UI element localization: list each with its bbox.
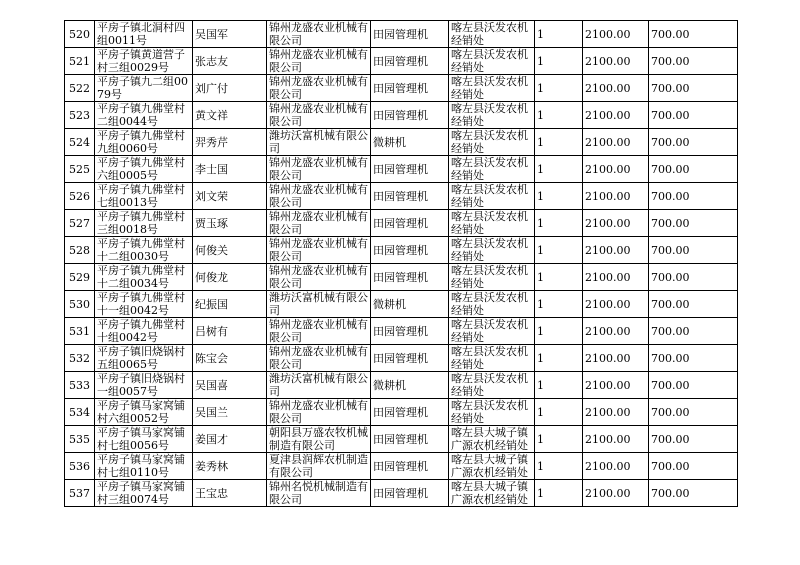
table-row	[65, 345, 738, 372]
table-row	[65, 156, 738, 183]
dealer-cell: 喀左县沃发农机经销处	[449, 264, 535, 291]
table-row	[65, 318, 738, 345]
price-cell: 2100.00	[583, 372, 649, 399]
name-cell: 纪振国	[193, 291, 267, 318]
machine-type-cell: 田园管理机	[371, 426, 449, 453]
dealer-cell: 喀左县沃发农机经销处	[449, 48, 535, 75]
machine-type-cell: 田园管理机	[371, 48, 449, 75]
quantity-cell: 1	[535, 75, 583, 102]
row-number-cell: 524	[65, 129, 95, 156]
price-cell: 2100.00	[583, 21, 649, 48]
manufacturer-cell: 锦州龙盛农业机械有限公司	[267, 75, 371, 102]
machine-type-cell: 田园管理机	[371, 210, 449, 237]
manufacturer-cell: 潍坊沃富机械有限公司	[267, 129, 371, 156]
quantity-cell: 1	[535, 318, 583, 345]
dealer-cell: 喀左县沃发农机经销处	[449, 291, 535, 318]
dealer-cell: 喀左县沃发农机经销处	[449, 102, 535, 129]
name-cell: 羿秀芹	[193, 129, 267, 156]
quantity-cell: 1	[535, 345, 583, 372]
price-cell: 2100.00	[583, 453, 649, 480]
dealer-cell: 喀左县沃发农机经销处	[449, 21, 535, 48]
manufacturer-cell: 锦州龙盛农业机械有限公司	[267, 183, 371, 210]
name-cell: 吴国军	[193, 21, 267, 48]
table-row	[65, 372, 738, 399]
machine-type-cell: 田园管理机	[371, 480, 449, 507]
machine-type-cell: 田园管理机	[371, 75, 449, 102]
dealer-cell: 喀左县沃发农机经销处	[449, 210, 535, 237]
table-row	[65, 291, 738, 318]
row-number-cell: 532	[65, 345, 95, 372]
manufacturer-cell: 锦州龙盛农业机械有限公司	[267, 102, 371, 129]
subsidy-cell: 700.00	[649, 453, 738, 480]
dealer-cell: 喀左县沃发农机经销处	[449, 156, 535, 183]
machine-type-cell: 微耕机	[371, 372, 449, 399]
table-body	[65, 21, 738, 507]
address-cell: 平房子镇马家窝铺村七组0056号	[95, 426, 193, 453]
name-cell: 贾玉琢	[193, 210, 267, 237]
address-cell: 平房子镇九佛堂村十二组0034号	[95, 264, 193, 291]
price-cell: 2100.00	[583, 48, 649, 75]
dealer-cell: 喀左县大城子镇广源农机经销处	[449, 480, 535, 507]
name-cell: 张志友	[193, 48, 267, 75]
dealer-cell: 喀左县沃发农机经销处	[449, 129, 535, 156]
name-cell: 何俊关	[193, 237, 267, 264]
price-cell: 2100.00	[583, 345, 649, 372]
row-number-cell: 528	[65, 237, 95, 264]
address-cell: 平房子镇九二组0079号	[95, 75, 193, 102]
manufacturer-cell: 锦州龙盛农业机械有限公司	[267, 21, 371, 48]
address-cell: 平房子镇九佛堂村十组0042号	[95, 318, 193, 345]
subsidy-cell: 700.00	[649, 21, 738, 48]
row-number-cell: 535	[65, 426, 95, 453]
quantity-cell: 1	[535, 453, 583, 480]
address-cell: 平房子镇旧烧锅村五组0065号	[95, 345, 193, 372]
table-row	[65, 102, 738, 129]
table-row	[65, 75, 738, 102]
quantity-cell: 1	[535, 183, 583, 210]
machine-type-cell: 田园管理机	[371, 399, 449, 426]
subsidy-cell: 700.00	[649, 480, 738, 507]
quantity-cell: 1	[535, 21, 583, 48]
price-cell: 2100.00	[583, 210, 649, 237]
table-row	[65, 453, 738, 480]
table-row	[65, 129, 738, 156]
manufacturer-cell: 锦州龙盛农业机械有限公司	[267, 210, 371, 237]
manufacturer-cell: 锦州龙盛农业机械有限公司	[267, 399, 371, 426]
quantity-cell: 1	[535, 237, 583, 264]
name-cell: 王宝忠	[193, 480, 267, 507]
subsidy-cell: 700.00	[649, 48, 738, 75]
manufacturer-cell: 锦州龙盛农业机械有限公司	[267, 318, 371, 345]
quantity-cell: 1	[535, 399, 583, 426]
price-cell: 2100.00	[583, 102, 649, 129]
price-cell: 2100.00	[583, 237, 649, 264]
dealer-cell: 喀左县沃发农机经销处	[449, 372, 535, 399]
price-cell: 2100.00	[583, 399, 649, 426]
address-cell: 平房子镇马家窝铺村七组0110号	[95, 453, 193, 480]
address-cell: 平房子镇九佛堂村二组0044号	[95, 102, 193, 129]
name-cell: 吴国喜	[193, 372, 267, 399]
address-cell: 平房子镇马家窝铺村三组0074号	[95, 480, 193, 507]
quantity-cell: 1	[535, 210, 583, 237]
subsidy-cell: 700.00	[649, 345, 738, 372]
row-number-cell: 523	[65, 102, 95, 129]
dealer-cell: 喀左县沃发农机经销处	[449, 399, 535, 426]
subsidy-cell: 700.00	[649, 426, 738, 453]
price-cell: 2100.00	[583, 264, 649, 291]
price-cell: 2100.00	[583, 183, 649, 210]
table-row	[65, 237, 738, 264]
address-cell: 平房子镇九佛堂村六组0005号	[95, 156, 193, 183]
name-cell: 刘文荣	[193, 183, 267, 210]
price-cell: 2100.00	[583, 129, 649, 156]
address-cell: 平房子镇黄道营子村三组0029号	[95, 48, 193, 75]
manufacturer-cell: 潍坊沃富机械有限公司	[267, 291, 371, 318]
quantity-cell: 1	[535, 291, 583, 318]
row-number-cell: 525	[65, 156, 95, 183]
table-row	[65, 48, 738, 75]
subsidy-cell: 700.00	[649, 75, 738, 102]
row-number-cell: 526	[65, 183, 95, 210]
quantity-cell: 1	[535, 156, 583, 183]
price-cell: 2100.00	[583, 156, 649, 183]
machine-type-cell: 田园管理机	[371, 102, 449, 129]
subsidy-cell: 700.00	[649, 183, 738, 210]
table-row	[65, 183, 738, 210]
price-cell: 2100.00	[583, 426, 649, 453]
name-cell: 姜秀林	[193, 453, 267, 480]
dealer-cell: 喀左县大城子镇广源农机经销处	[449, 426, 535, 453]
quantity-cell: 1	[535, 264, 583, 291]
address-cell: 平房子镇北洞村四组0011号	[95, 21, 193, 48]
machine-type-cell: 田园管理机	[371, 318, 449, 345]
subsidy-cell: 700.00	[649, 291, 738, 318]
name-cell: 何俊龙	[193, 264, 267, 291]
subsidy-cell: 700.00	[649, 102, 738, 129]
row-number-cell: 534	[65, 399, 95, 426]
dealer-cell: 喀左县沃发农机经销处	[449, 237, 535, 264]
subsidy-cell: 700.00	[649, 318, 738, 345]
name-cell: 姜国才	[193, 426, 267, 453]
manufacturer-cell: 锦州龙盛农业机械有限公司	[267, 264, 371, 291]
dealer-cell: 喀左县沃发农机经销处	[449, 318, 535, 345]
row-number-cell: 536	[65, 453, 95, 480]
subsidy-cell: 700.00	[649, 399, 738, 426]
subsidy-cell: 700.00	[649, 264, 738, 291]
manufacturer-cell: 锦州龙盛农业机械有限公司	[267, 237, 371, 264]
subsidy-table	[64, 20, 738, 507]
machine-type-cell: 微耕机	[371, 129, 449, 156]
address-cell: 平房子镇九佛堂村十二组0030号	[95, 237, 193, 264]
subsidy-cell: 700.00	[649, 156, 738, 183]
table-row	[65, 210, 738, 237]
row-number-cell: 529	[65, 264, 95, 291]
row-number-cell: 530	[65, 291, 95, 318]
name-cell: 刘广付	[193, 75, 267, 102]
manufacturer-cell: 锦州龙盛农业机械有限公司	[267, 345, 371, 372]
price-cell: 2100.00	[583, 75, 649, 102]
machine-type-cell: 田园管理机	[371, 453, 449, 480]
price-cell: 2100.00	[583, 318, 649, 345]
address-cell: 平房子镇九佛堂村七组0013号	[95, 183, 193, 210]
machine-type-cell: 田园管理机	[371, 237, 449, 264]
table-row	[65, 480, 738, 507]
quantity-cell: 1	[535, 102, 583, 129]
dealer-cell: 喀左县大城子镇广源农机经销处	[449, 453, 535, 480]
name-cell: 黄文祥	[193, 102, 267, 129]
table-row	[65, 399, 738, 426]
manufacturer-cell: 锦州龙盛农业机械有限公司	[267, 156, 371, 183]
address-cell: 平房子镇马家窝铺村六组0052号	[95, 399, 193, 426]
machine-type-cell: 田园管理机	[371, 21, 449, 48]
subsidy-cell: 700.00	[649, 129, 738, 156]
dealer-cell: 喀左县沃发农机经销处	[449, 345, 535, 372]
subsidy-cell: 700.00	[649, 372, 738, 399]
row-number-cell: 533	[65, 372, 95, 399]
manufacturer-cell: 朝阳县万盛农牧机械制造有限公司	[267, 426, 371, 453]
address-cell: 平房子镇九佛堂村九组0060号	[95, 129, 193, 156]
price-cell: 2100.00	[583, 480, 649, 507]
machine-type-cell: 田园管理机	[371, 183, 449, 210]
name-cell: 李士国	[193, 156, 267, 183]
row-number-cell: 521	[65, 48, 95, 75]
name-cell: 陈宝会	[193, 345, 267, 372]
machine-type-cell: 田园管理机	[371, 345, 449, 372]
quantity-cell: 1	[535, 426, 583, 453]
quantity-cell: 1	[535, 48, 583, 75]
manufacturer-cell: 夏津县润辉农机制造有限公司	[267, 453, 371, 480]
row-number-cell: 520	[65, 21, 95, 48]
address-cell: 平房子镇九佛堂村三组0018号	[95, 210, 193, 237]
manufacturer-cell: 潍坊沃富机械有限公司	[267, 372, 371, 399]
machine-type-cell: 田园管理机	[371, 264, 449, 291]
machine-type-cell: 田园管理机	[371, 156, 449, 183]
price-cell: 2100.00	[583, 291, 649, 318]
table-row	[65, 264, 738, 291]
address-cell: 平房子镇九佛堂村十一组0042号	[95, 291, 193, 318]
name-cell: 吴国兰	[193, 399, 267, 426]
table-row	[65, 426, 738, 453]
row-number-cell: 537	[65, 480, 95, 507]
name-cell: 吕树有	[193, 318, 267, 345]
address-cell: 平房子镇旧烧锅村一组0057号	[95, 372, 193, 399]
row-number-cell: 522	[65, 75, 95, 102]
quantity-cell: 1	[535, 480, 583, 507]
quantity-cell: 1	[535, 129, 583, 156]
machine-type-cell: 微耕机	[371, 291, 449, 318]
subsidy-cell: 700.00	[649, 210, 738, 237]
dealer-cell: 喀左县沃发农机经销处	[449, 75, 535, 102]
manufacturer-cell: 锦州龙盛农业机械有限公司	[267, 48, 371, 75]
dealer-cell: 喀左县沃发农机经销处	[449, 183, 535, 210]
table-row	[65, 21, 738, 48]
subsidy-cell: 700.00	[649, 237, 738, 264]
row-number-cell: 531	[65, 318, 95, 345]
quantity-cell: 1	[535, 372, 583, 399]
row-number-cell: 527	[65, 210, 95, 237]
manufacturer-cell: 锦州名悦机械制造有限公司	[267, 480, 371, 507]
